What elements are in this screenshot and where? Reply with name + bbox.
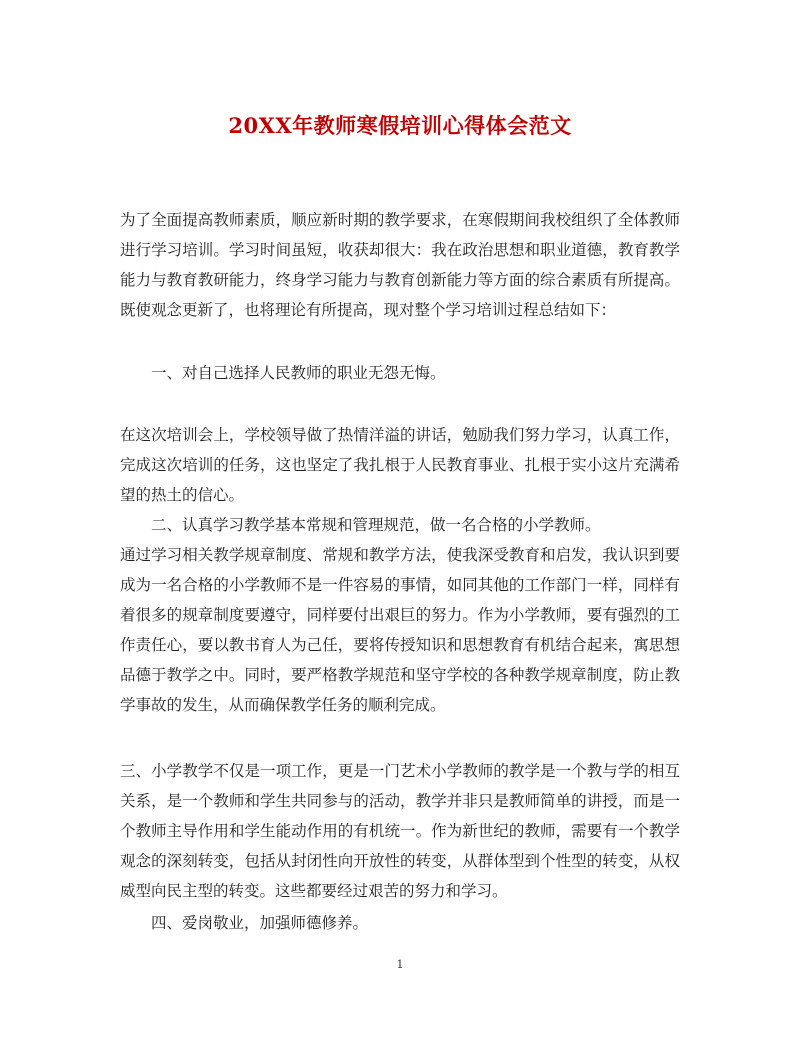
paragraph-section-3: 三、小学教学不仅是一项工作，更是一门艺术小学教师的教学是一个教与学的相互关系，是一个教师和学生共同参与的活动，教学并非只是教师简单的讲授，而是一个教师主导作用和学生能动作用的有机统一。作为新世纪的教师，需要有一个教学观念的深刻转变，包括从封闭性向开放性的转变，从群体型到个性型的转变，从权威型向民主型的转变。这些都要经过艰苦的努力和学习。 — [120, 762, 680, 900]
page-title: 20XX年教师寒假培训心得体会范文 — [228, 113, 572, 138]
paragraph-section-2: 通过学习相关教学规章制度、常规和教学方法，使我深受教育和启发，我认识到要成为一名合格的小学教师不是一件容易的事情，如同其他的工作部门一样，同样有着很多的规章制度要遵守，同样要付出艰巨的努力。作为小学教师，要有强烈的工作责任心，要以教书育人为己任，要将传授知识和思想教育有机结合起来，寓思想品德于教学之中。同时，要严格教学规范和坚守学校的各种教学规章制度，防止教学事故的发生，从而确保教学任务的顺利完成。 — [120, 546, 680, 714]
heading-section-2: 二、认真学习教学基本常规和管理规范，做一名合格的小学教师。 — [151, 516, 601, 534]
paragraph-section-1: 在这次培训会上，学校领导做了热情洋溢的讲话，勉励我们努力学习，认真工作，完成这次培训的任务，这也坚定了我扎根于人民教育事业、扎根于实小这片充满希望的热土的信心。 — [120, 426, 680, 504]
page-number: 1 — [396, 958, 404, 971]
heading-section-4: 四、爱岗敬业，加强师德修养。 — [151, 914, 369, 932]
paragraph-intro: 为了全面提高教师素质，顺应新时期的教学要求，在寒假期间我校组织了全体教师进行学习培训。学习时间虽短，收获却很大：我在政治思想和职业道德，教育教学能力与教育教研能力，终身学习能力与教育创新能力等方面的综合素质有所提高。既使观念更新了，也将理论有所提高，现对整个学习培训过程总结如下： — [120, 211, 680, 319]
heading-section-1: 一、对自己选择人民教师的职业无怨无悔。 — [151, 364, 446, 382]
